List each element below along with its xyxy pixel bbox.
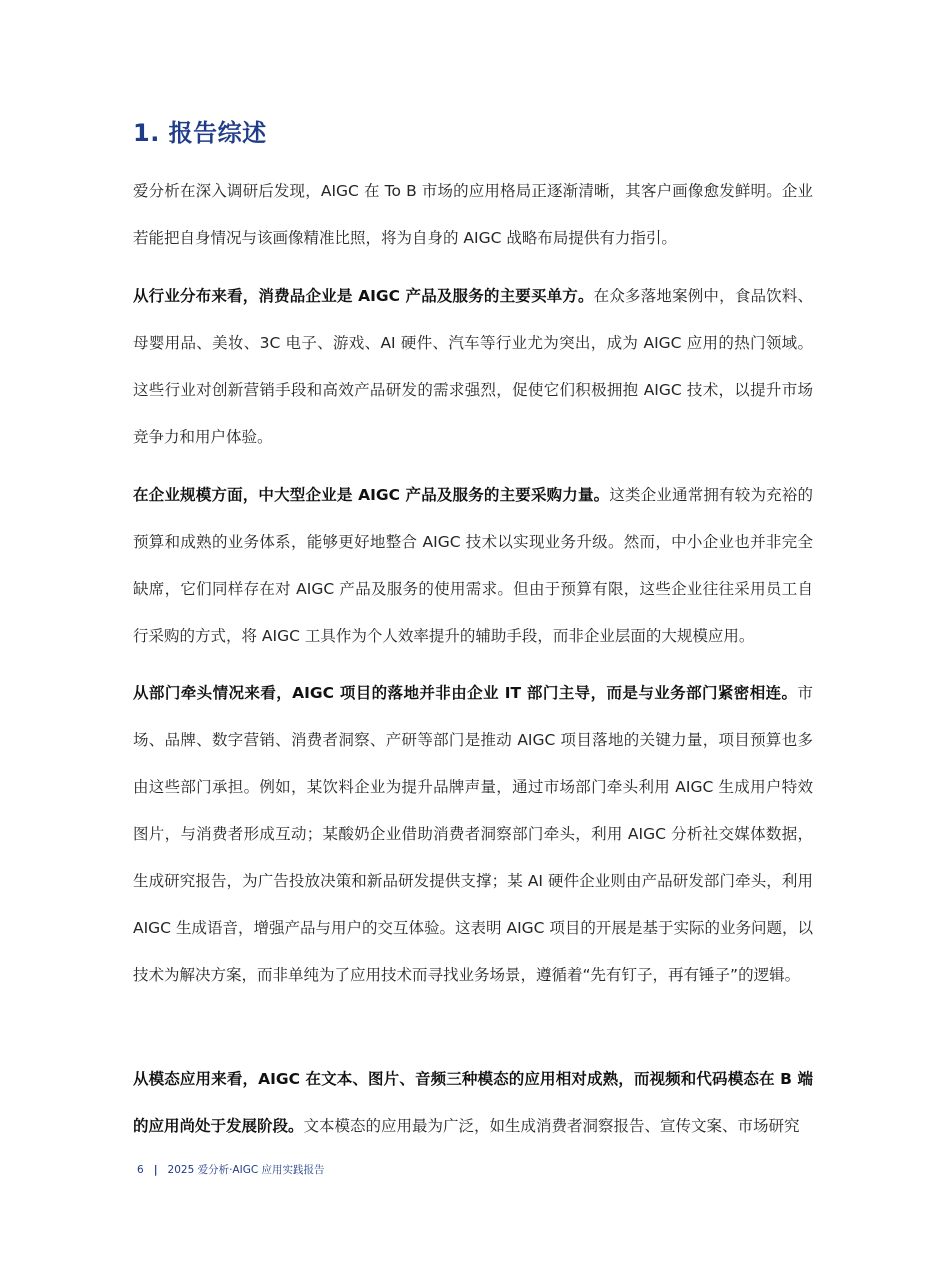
footer-separator: | [153,1164,158,1176]
paragraph-lead: 从部门牵头情况来看，AIGC 项目的落地并非由企业 IT 部门主导，而是与业务部门紧密相连。 [133,684,798,702]
paragraph-modality [133,1056,813,1150]
paragraph-body: 爱分析在深入调研后发现，AIGC 在 To B 市场的应用格局正逐渐清晰，其客户画像愈发鲜明。企业若能把自身情况与该画像精准比照，将为自身的 AIGC 战略布局提供有力指引。 [133,182,813,247]
page-footer [137,1162,325,1178]
page-number: 6 [137,1164,144,1176]
paragraph-department [133,670,813,999]
paragraph-lead: 从行业分布来看，消费品企业是 AIGC 产品及服务的主要买单方。 [133,287,594,305]
paragraph-company-size [133,472,813,660]
paragraph-lead: 在企业规模方面，中大型企业是 AIGC 产品及服务的主要采购力量。 [133,486,610,504]
paragraph-body: 这类企业通常拥有较为充裕的预算和成熟的业务体系，能够更好地整合 AIGC 技术以实现业务升级。然而，中小企业也并非完全缺席，它们同样存在对 AIGC 产品及服务的使用需求。但由于预算有限，这些企业往往采用员工自行采购的方式，将 AIGC 工具作为个人效率提升的辅助手段，而非企业层面的大规模应用。 [133,486,813,645]
paragraph-lead: 从模态应用来看，AIGC 在文本、图片、音频三种模态的应用相对成熟，而视频和代码模态在 B 端的应用尚处于发展阶段。 [133,1070,813,1135]
paragraph-industry [133,273,813,461]
paragraph-body: 文本模态的应用最为广泛，如生成消费者洞察报告、宣传文案、市场研究 [303,1117,800,1135]
paragraph-body: 在众多落地案例中，食品饮料、母婴用品、美妆、3C 电子、游戏、AI 硬件、汽车等行业尤为突出，成为 AIGC 应用的热门领域。这些行业对创新营销手段和高效产品研发的需求强烈，促使它们积极拥抱 AIGC 技术，以提升市场竞争力和用户体验。 [133,287,813,446]
paragraph-body: 市场、品牌、数字营销、消费者洞察、产研等部门是推动 AIGC 项目落地的关键力量，项目预算也多由这些部门承担。例如，某饮料企业为提升品牌声量，通过市场部门牵头利用 AIGC 生成用户特效图片，与消费者形成互动；某酸奶企业借助消费者洞察部门牵头，利用 AIGC 分析社交媒体数据，生成研究报告，为广告投放决策和新品研发提供支撑；某 AI 硬件企业则由产品研发部门牵头，利用 AIGC 生成语音，增强产品与用户的交互体验。这表明 AIGC 项目的开展是基于实际的业务问题，以技术为解决方案，而非单纯为了应用技术而寻找业务场景，遵循着“先有钉子，再有锤子”的逻辑。 [133,684,813,984]
report-title: 2025 爱分析·AIGC 应用实践报告 [167,1164,325,1176]
section-heading: 1. 报告综述 [133,119,267,147]
paragraph-overview [133,168,813,262]
